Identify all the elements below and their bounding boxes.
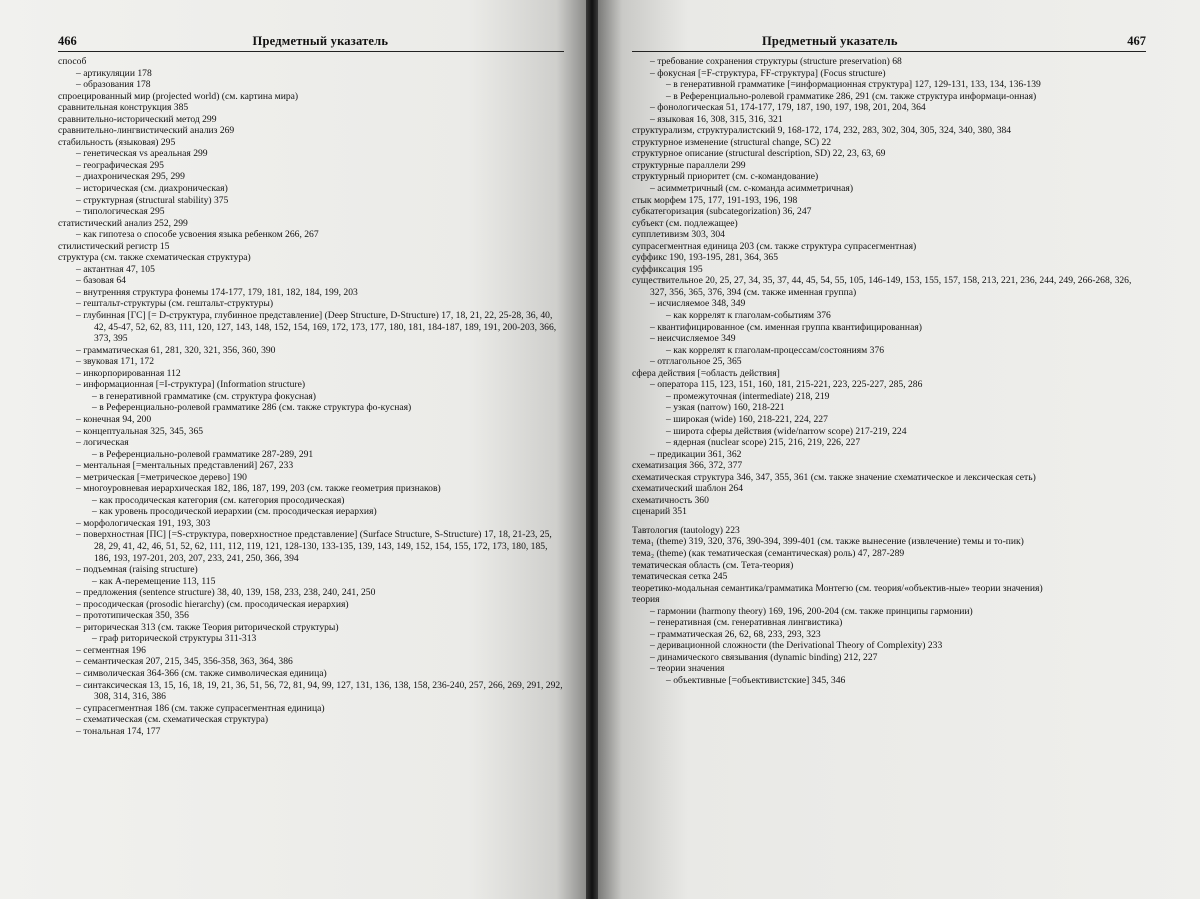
left-page — [0, 0, 586, 899]
index-entry: статистический анализ 252, 299 — [58, 217, 188, 229]
index-entry: супплетивизм 303, 304 — [632, 229, 725, 241]
index-subentry: – предложения (sentence structure) 38, 40, 139, 158, 233, 238, 240, 241, 250 — [76, 587, 376, 599]
index-entry: сценарий 351 — [632, 506, 687, 518]
index-subentry: – как коррелят к глаголам-процессам/состояниям 376 — [666, 344, 885, 356]
index-entry: стык морфем 175, 177, 191-193, 196, 198 — [632, 194, 798, 206]
index-entry: тематическая сетка 245 — [632, 571, 728, 583]
index-subentry: – инкорпорированная 112 — [76, 367, 181, 379]
index-subentry: – базовая 64 — [76, 275, 126, 287]
index-entry: теория — [632, 594, 660, 606]
index-subentry: – историческая (см. диахроническая) — [76, 183, 228, 195]
index-entry: способ — [58, 56, 87, 67]
index-subentry: – прототипическая 350, 356 — [76, 610, 189, 622]
index-subentry: – деривационной сложности (the Derivational Theory of Complexity) 233 — [650, 640, 943, 652]
index-subentry: – фокусная [=F-структура, FF-структура] (Focus structure) — [650, 67, 886, 79]
index-subentry: – структурная (structural stability) 375 — [76, 194, 229, 206]
index-entry: структурное описание (structural description, SD) 22, 23, 63, 69 — [632, 148, 886, 160]
index-subentry: – предикации 361, 362 — [650, 448, 742, 460]
index-subentry: – многоуровневая иерархическая 182, 186, 187, 199, 203 (см. также геометрия признаков) — [76, 483, 441, 495]
index-subentry: – в Референциально-ролевой грамматике 286, 291 (см. также структура информаци-онная) — [666, 90, 1037, 102]
index-entries — [58, 56, 564, 737]
index-subentry: – актантная 47, 105 — [76, 263, 155, 275]
index-entry: сравнительно-исторический метод 299 — [58, 113, 217, 125]
index-subentry: – супрасегментная 186 (см. также супрасегментная единица) — [76, 702, 325, 714]
index-entry: схематический шаблон 264 — [632, 483, 743, 495]
index-subentry: – ядерная (nuclear scope) 215, 216, 219, 226, 227 — [666, 437, 861, 449]
index-subentry: – морфологическая 191, 193, 303 — [76, 517, 211, 529]
index-entry: структура (см. также схематическая структура) — [58, 252, 251, 264]
index-entry: суффикс 190, 193-195, 281, 364, 365 — [632, 252, 779, 264]
index-subentry: – квантифицированное (см. именная группа квантифицированная) — [650, 321, 922, 333]
index-subentry: – широта сферы действия (wide/narrow scope) 217-219, 224 — [666, 425, 907, 437]
index-subentry: – отглагольное 25, 365 — [650, 356, 742, 368]
index-subentry: – асимметричный (см. с-команда асимметричная) — [650, 183, 854, 195]
index-subentry: – артикуляции 178 — [76, 67, 152, 79]
index-entry: схематичность 360 — [632, 494, 709, 506]
index-entry: сфера действия [=область действия] — [632, 367, 780, 379]
page-header — [632, 34, 1146, 52]
index-entry: субкатегоризация (subcategorization) 36, 247 — [632, 206, 812, 218]
index-subentry: – как просодическая категория (см. категория просодическая) — [92, 494, 345, 506]
index-subentry: – динамического связывания (dynamic binding) 212, 227 — [650, 651, 878, 663]
index-entry: сравнительно-лингвистический анализ 269 — [58, 125, 235, 137]
index-subentry: – логическая — [76, 437, 129, 449]
index-entry: стилистический регистр 15 — [58, 240, 170, 252]
index-subentry: – широкая (wide) 160, 218-221, 224, 227 — [666, 413, 828, 425]
index-subentry: – сегментная 196 — [76, 644, 146, 656]
index-subentry: – просодическая (prosodic hierarchy) (см. просодическая иерархия) — [76, 598, 349, 610]
book-gutter — [586, 0, 598, 899]
index-entry: спроецированный мир (projected world) (см. картина мира) — [58, 90, 299, 102]
index-entry: схематическая структура 346, 347, 355, 361 (см. также значение схематическое и лексическая сеть) — [632, 471, 1036, 483]
page-number: 467 — [1127, 34, 1146, 48]
index-entry: сравнительная конструкция 385 — [58, 102, 189, 114]
index-subentry: – оператора 115, 123, 151, 160, 181, 215-221, 223, 225-227, 285, 286 — [650, 379, 923, 391]
index-subentry: – гармонии (harmony theory) 169, 196, 200-204 (см. также принципы гармонии) — [650, 605, 973, 617]
index-entry: существительное 20, 25, 27, 34, 35, 37, 44, 45, 54, 55, 105, 146-149, 153, 155, 157, 158, 213, 221, 236, 244, 249, 266-268, 326, 327, 356, 365, 376, 394 (см. также именная группа) — [632, 275, 1132, 298]
index-subentry: – звуковая 171, 172 — [76, 356, 155, 368]
index-subentry: – глубинная [ГС] [= D-структура, глубинное представление] (Deep Structure, D-Structure) 17, 18, 21, 22, 25-28, 36, 40, 42, 45-47, 52, 62, 83, 111, 120, 127, 143, 148, 152, 154, 169, 172, 173, 177, 180, 181, 184-187, 189, 191, 200-203, 366, 373, 395 — [76, 310, 557, 345]
index-subentry: – гештальт-структуры (см. гештальт-структуры) — [76, 298, 274, 310]
index-subentry: – грамматическая 61, 281, 320, 321, 356, 360, 390 — [76, 344, 276, 356]
index-entry: схематизация 366, 372, 377 — [632, 460, 743, 472]
index-subentry: – промежуточная (intermediate) 218, 219 — [666, 390, 830, 402]
index-subentry: – риторическая 313 (см. также Теория риторической структуры) — [76, 621, 339, 633]
index-entry: теоретико-модальная семантика/грамматика Монтегю (см. теория/«объектив-ные» теории значения) — [632, 582, 1043, 594]
index-subentry: – ментальная [=ментальных представлений] 267, 233 — [76, 460, 294, 472]
index-subentry: – символическая 364-366 (см. также символическая единица) — [76, 667, 327, 679]
index-subentry: – схематическая (см. схематическая структура) — [76, 714, 269, 726]
index-subentry: – неисчисляемое 349 — [650, 333, 736, 345]
index-entry: суффиксация 195 — [632, 263, 703, 275]
index-subentry: – в генеративной грамматике (см. структура фокусная) — [92, 390, 316, 402]
page-title: Предметный указатель — [762, 34, 898, 48]
index-entries — [632, 56, 1146, 687]
index-subentry: – диахроническая 295, 299 — [76, 171, 185, 183]
index-subentry: – информационная [=I-структура] (Information structure) — [76, 379, 306, 391]
index-subentry: – тональная 174, 177 — [76, 725, 161, 737]
index-subentry: – теории значения — [650, 663, 725, 675]
index-subentry: – внутренняя структура фонемы 174-177, 179, 181, 182, 184, 199, 203 — [76, 286, 358, 298]
index-subentry: – в Референциально-ролевой грамматике 286 (см. также структура фо-кусная) — [92, 402, 412, 414]
index-entry: структурализм, структуралистский 9, 168-172, 174, 232, 283, 302, 304, 305, 324, 340, 380, 384 — [632, 125, 1012, 137]
index-entry: супрасегментная единица 203 (см. также структура супрасегментная) — [632, 240, 917, 252]
index-subentry: – синтаксическая 13, 15, 16, 18, 19, 21, 36, 51, 56, 72, 81, 94, 99, 127, 131, 136, 138, 158, 236-240, 257, 266, 269, 291, 292, 308, 314, 316, 386 — [76, 679, 563, 703]
index-subentry: – требование сохранения структуры (structure preservation) 68 — [650, 56, 902, 67]
index-subentry: – узкая (narrow) 160, 218-221 — [666, 402, 785, 414]
index-entry: стабильность (языковая) 295 — [58, 136, 176, 148]
index-subentry: – в генеративной грамматике [=информационная структура] 127, 129-131, 133, 134, 136-139 — [666, 79, 1041, 91]
index-entry: тема₁ (theme) 319, 320, 376, 390-394, 399-401 (см. также вынесение (извлечение) темы и то-пик) — [632, 536, 1024, 548]
index-subentry: – языковая 16, 308, 315, 316, 321 — [650, 113, 783, 125]
index-entry: тема₂ (theme) (как тематическая (семантическая) роль) 47, 287-289 — [632, 547, 905, 559]
index-entry: субъект (см. подлежащее) — [632, 217, 738, 229]
page-number: 466 — [58, 34, 77, 48]
index-subentry: – грамматическая 26, 62, 68, 233, 293, 323 — [650, 628, 821, 640]
index-subentry: – генетическая vs ареальная 299 — [76, 148, 208, 160]
index-subentry: – поверхностная [ПС] [=S-структура, поверхностное представление] (Surface Structure, S-Structure) 17, 18, 21-23, 25, 28, 29, 41, 42, 46, 51, 52, 62, 111, 112, 119, 121, 128-130, 133-135, 139, 143, 149, 152, 154, 155, 172, 173, 180, 185, 186, 193, 197-201, 203, 207, 233, 241, 250, 366, 394 — [76, 529, 552, 564]
section-gap — [632, 518, 1146, 525]
index-entry: тематическая область (см. Тета-теория) — [632, 559, 794, 571]
index-subentry: – фонологическая 51, 174-177, 179, 187, 190, 197, 198, 201, 204, 364 — [650, 102, 926, 114]
index-subentry: – образования 178 — [76, 79, 151, 91]
index-subentry: – граф риторической структуры 311-313 — [92, 633, 257, 645]
index-subentry: – как коррелят к глаголам-событиям 376 — [666, 310, 831, 322]
index-subentry: – в Референциально-ролевой грамматике 287-289, 291 — [92, 448, 314, 460]
index-entry: структурный приоритет (см. с-командование) — [632, 171, 819, 183]
index-entry: структурное изменение (structural change, SC) 22 — [632, 136, 832, 148]
index-subentry: – исчисляемое 348, 349 — [650, 298, 746, 310]
index-subentry: – как уровень просодической иерархии (см. просодическая иерархия) — [92, 506, 377, 518]
index-subentry: – объективные [=объективистские] 345, 346 — [666, 674, 846, 686]
index-subentry: – семантическая 207, 215, 345, 356-358, 363, 364, 386 — [76, 656, 293, 668]
right-page — [598, 0, 1200, 899]
page-header — [58, 34, 564, 52]
index-subentry: – как гипотеза о способе усвоения языка ребенком 266, 267 — [76, 229, 319, 241]
index-subentry: – как А-перемещение 113, 115 — [92, 575, 216, 587]
index-entry: структурные параллели 299 — [632, 159, 746, 171]
index-subentry: – подъемная (raising structure) — [76, 564, 198, 576]
index-subentry: – метрическая [=метрическое дерево] 190 — [76, 471, 247, 483]
index-subentry: – географическая 295 — [76, 159, 164, 171]
index-subentry: – концептуальная 325, 345, 365 — [76, 425, 204, 437]
index-entry: Тавтология (tautology) 223 — [632, 524, 740, 536]
index-subentry: – конечная 94, 200 — [76, 413, 152, 425]
page-title: Предметный указатель — [252, 34, 389, 48]
index-subentry: – генеративная (см. генеративная лингвистика) — [650, 617, 843, 629]
index-subentry: – типологическая 295 — [76, 206, 165, 218]
